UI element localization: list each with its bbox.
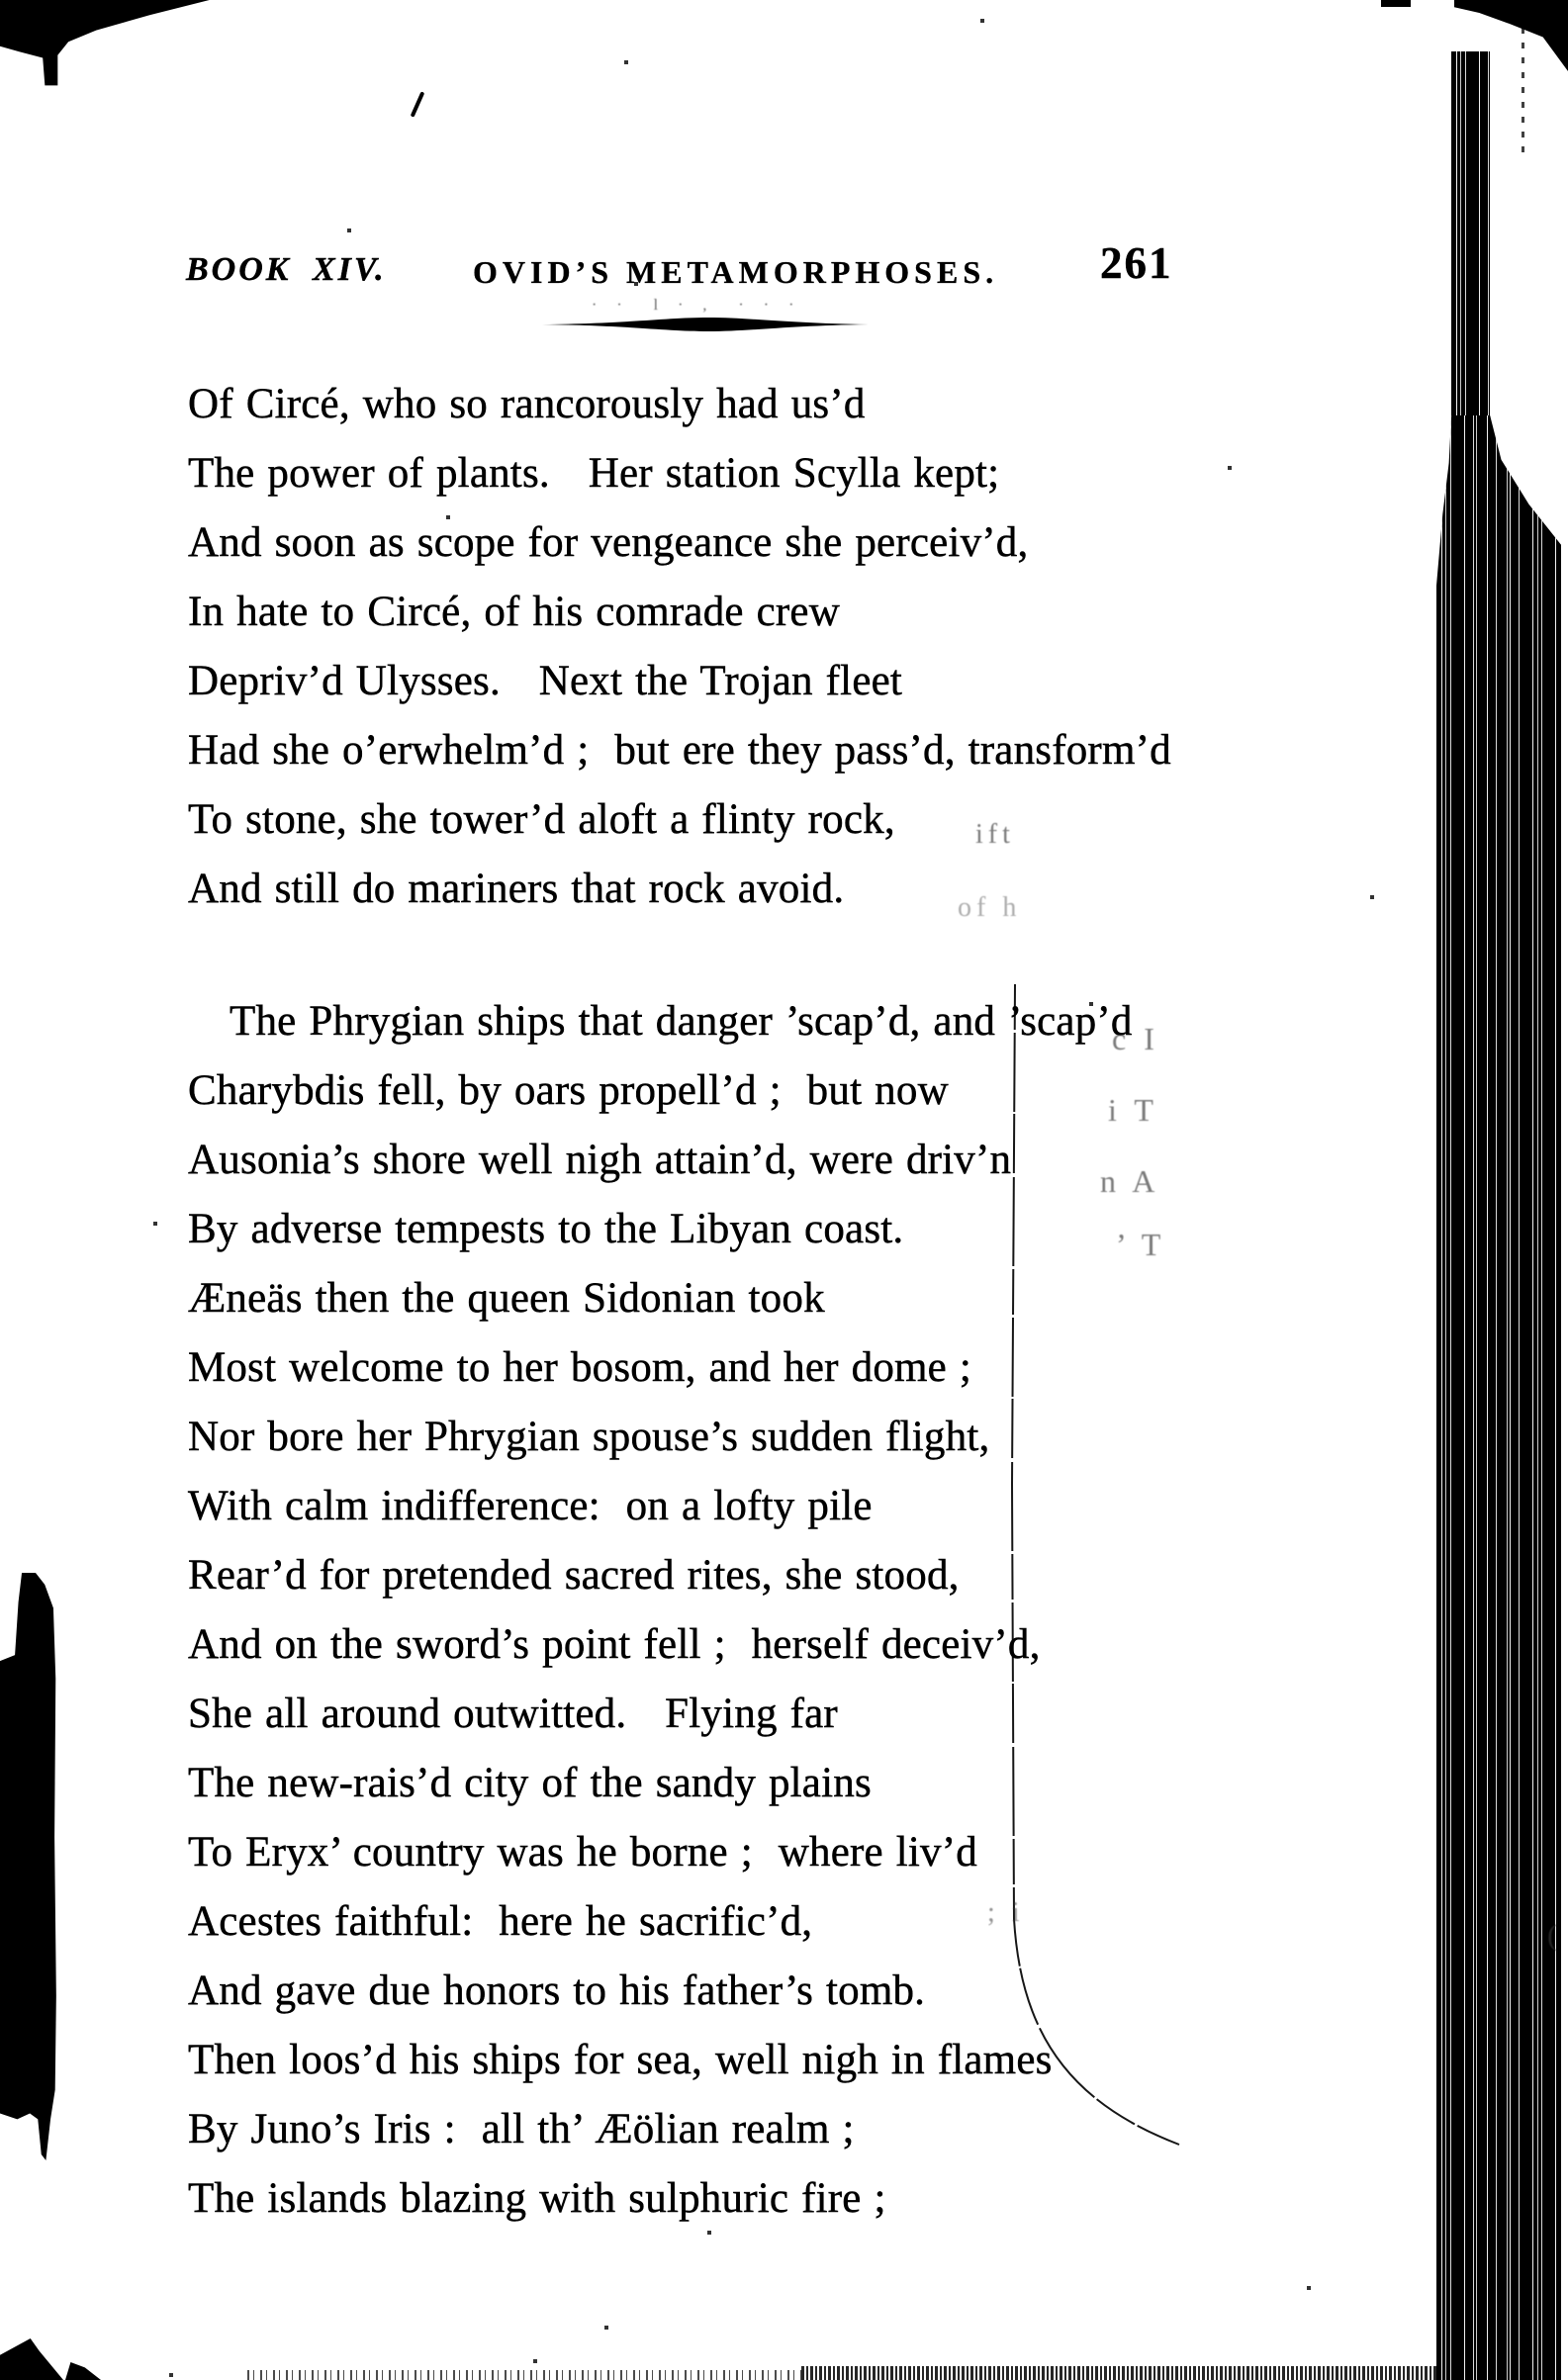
ghost-mark: c I: [1112, 1021, 1159, 1056]
scan-artifact-bottom-left-wedge: [0, 2338, 63, 2380]
poem-line: Nor bore her Phrygian spouse’s sudden flight,: [188, 1414, 990, 1460]
poem-line: The Phrygian ships that danger ’scap’d, and ’scap’d: [230, 998, 1133, 1045]
ghost-mark: ift: [975, 819, 1015, 850]
poem-line: The islands blazing with sulphuric fire ;: [188, 2175, 886, 2222]
poem-line: Acestes faithful: here he sacrific’d,: [188, 1898, 813, 1945]
page-number: 261: [1100, 238, 1173, 288]
poem-line: Of Circé, who so rancorously had us’d: [188, 381, 866, 427]
scan-gutter-band-taper: [1436, 415, 1561, 586]
poem-line: In hate to Circé, of his comrade crew: [188, 589, 840, 635]
scan-artifact-bottom-noise-right: [801, 2366, 1444, 2380]
ghost-mark: of h: [958, 892, 1022, 923]
poem-line: Most welcome to her bosom, and her dome ;: [188, 1344, 972, 1391]
poem-line: And still do mariners that rock avoid.: [188, 866, 845, 912]
ghost-mark: (: [1547, 1919, 1562, 1952]
poem-line: By adverse tempests to the Libyan coast.: [188, 1206, 904, 1252]
poem-line: Ausonia’s shore well nigh attain’d, were driv’n: [188, 1137, 1012, 1183]
poem-line: By Juno’s Iris : all th’ Æölian realm ;: [188, 2106, 855, 2152]
poem-line: Æneäs then the queen Sidonian took: [188, 1275, 825, 1322]
scan-gutter-band-bottom: [1436, 586, 1561, 2380]
scan-artifact-top-dash: [1381, 0, 1411, 7]
stanza-1: [188, 370, 1444, 924]
poem-line: Had she o’erwhelm’d ; but ere they pass’d, transform’d: [188, 727, 1171, 774]
poem-line: And soon as scope for vengeance she perceiv’d,: [188, 519, 1029, 566]
running-head-title: OVID’S METAMORPHOSES.: [473, 254, 999, 290]
scan-artifact-bottom-noise-left: [247, 2370, 801, 2380]
ghost-mark: · · l · , · · ·: [592, 297, 802, 314]
scan-artifact-pen-mark: [411, 91, 425, 117]
poem-line: To stone, she tower’d aloft a flinty rock,: [188, 796, 895, 843]
running-head-book: BOOK XIV.: [186, 251, 387, 288]
scan-artifact-top-left-wedge: [0, 0, 214, 89]
poem-line: Depriv’d Ulysses. Next the Trojan fleet: [188, 658, 903, 704]
scan-artifact-left-blob: [0, 1573, 57, 2160]
poem-line: The power of plants. Her station Scylla kept;: [188, 450, 1000, 497]
poem-line: She all around outwitted. Flying far: [188, 1691, 838, 1737]
ghost-mark: n A: [1100, 1163, 1160, 1199]
poem-line: The new-rais’d city of the sandy plains: [188, 1760, 872, 1806]
ghost-mark: i T: [1108, 1092, 1158, 1128]
poem-line: To Eryx’ country was he borne ; where liv’d: [188, 1829, 977, 1876]
scan-gutter-band-top: [1451, 51, 1490, 415]
poem-line: Charybdis fell, by oars propell’d ; but now: [188, 1067, 949, 1114]
poem-line: Rear’d for pretended sacred rites, she stood,: [188, 1552, 960, 1599]
ghost-mark: ; i: [987, 1897, 1025, 1928]
poem-line: With calm indifference: on a lofty pile: [188, 1483, 873, 1529]
poem-line: And gave due honors to his father’s tomb.: [188, 1968, 926, 2014]
stanza-2: [188, 987, 1444, 2234]
poem-text: [188, 370, 1444, 2234]
swelled-rule-divider: [542, 317, 869, 332]
poem-line: And on the sword’s point fell ; herself deceiv’d,: [188, 1621, 1041, 1668]
ghost-mark: ’ T: [1116, 1227, 1166, 1262]
poem-line: Then loos’d his ships for sea, well nigh in flames: [188, 2037, 1053, 2083]
scan-artifact-bottom-left-blob: [65, 2362, 101, 2380]
scan-artifact-speck-column: [1522, 28, 1524, 161]
